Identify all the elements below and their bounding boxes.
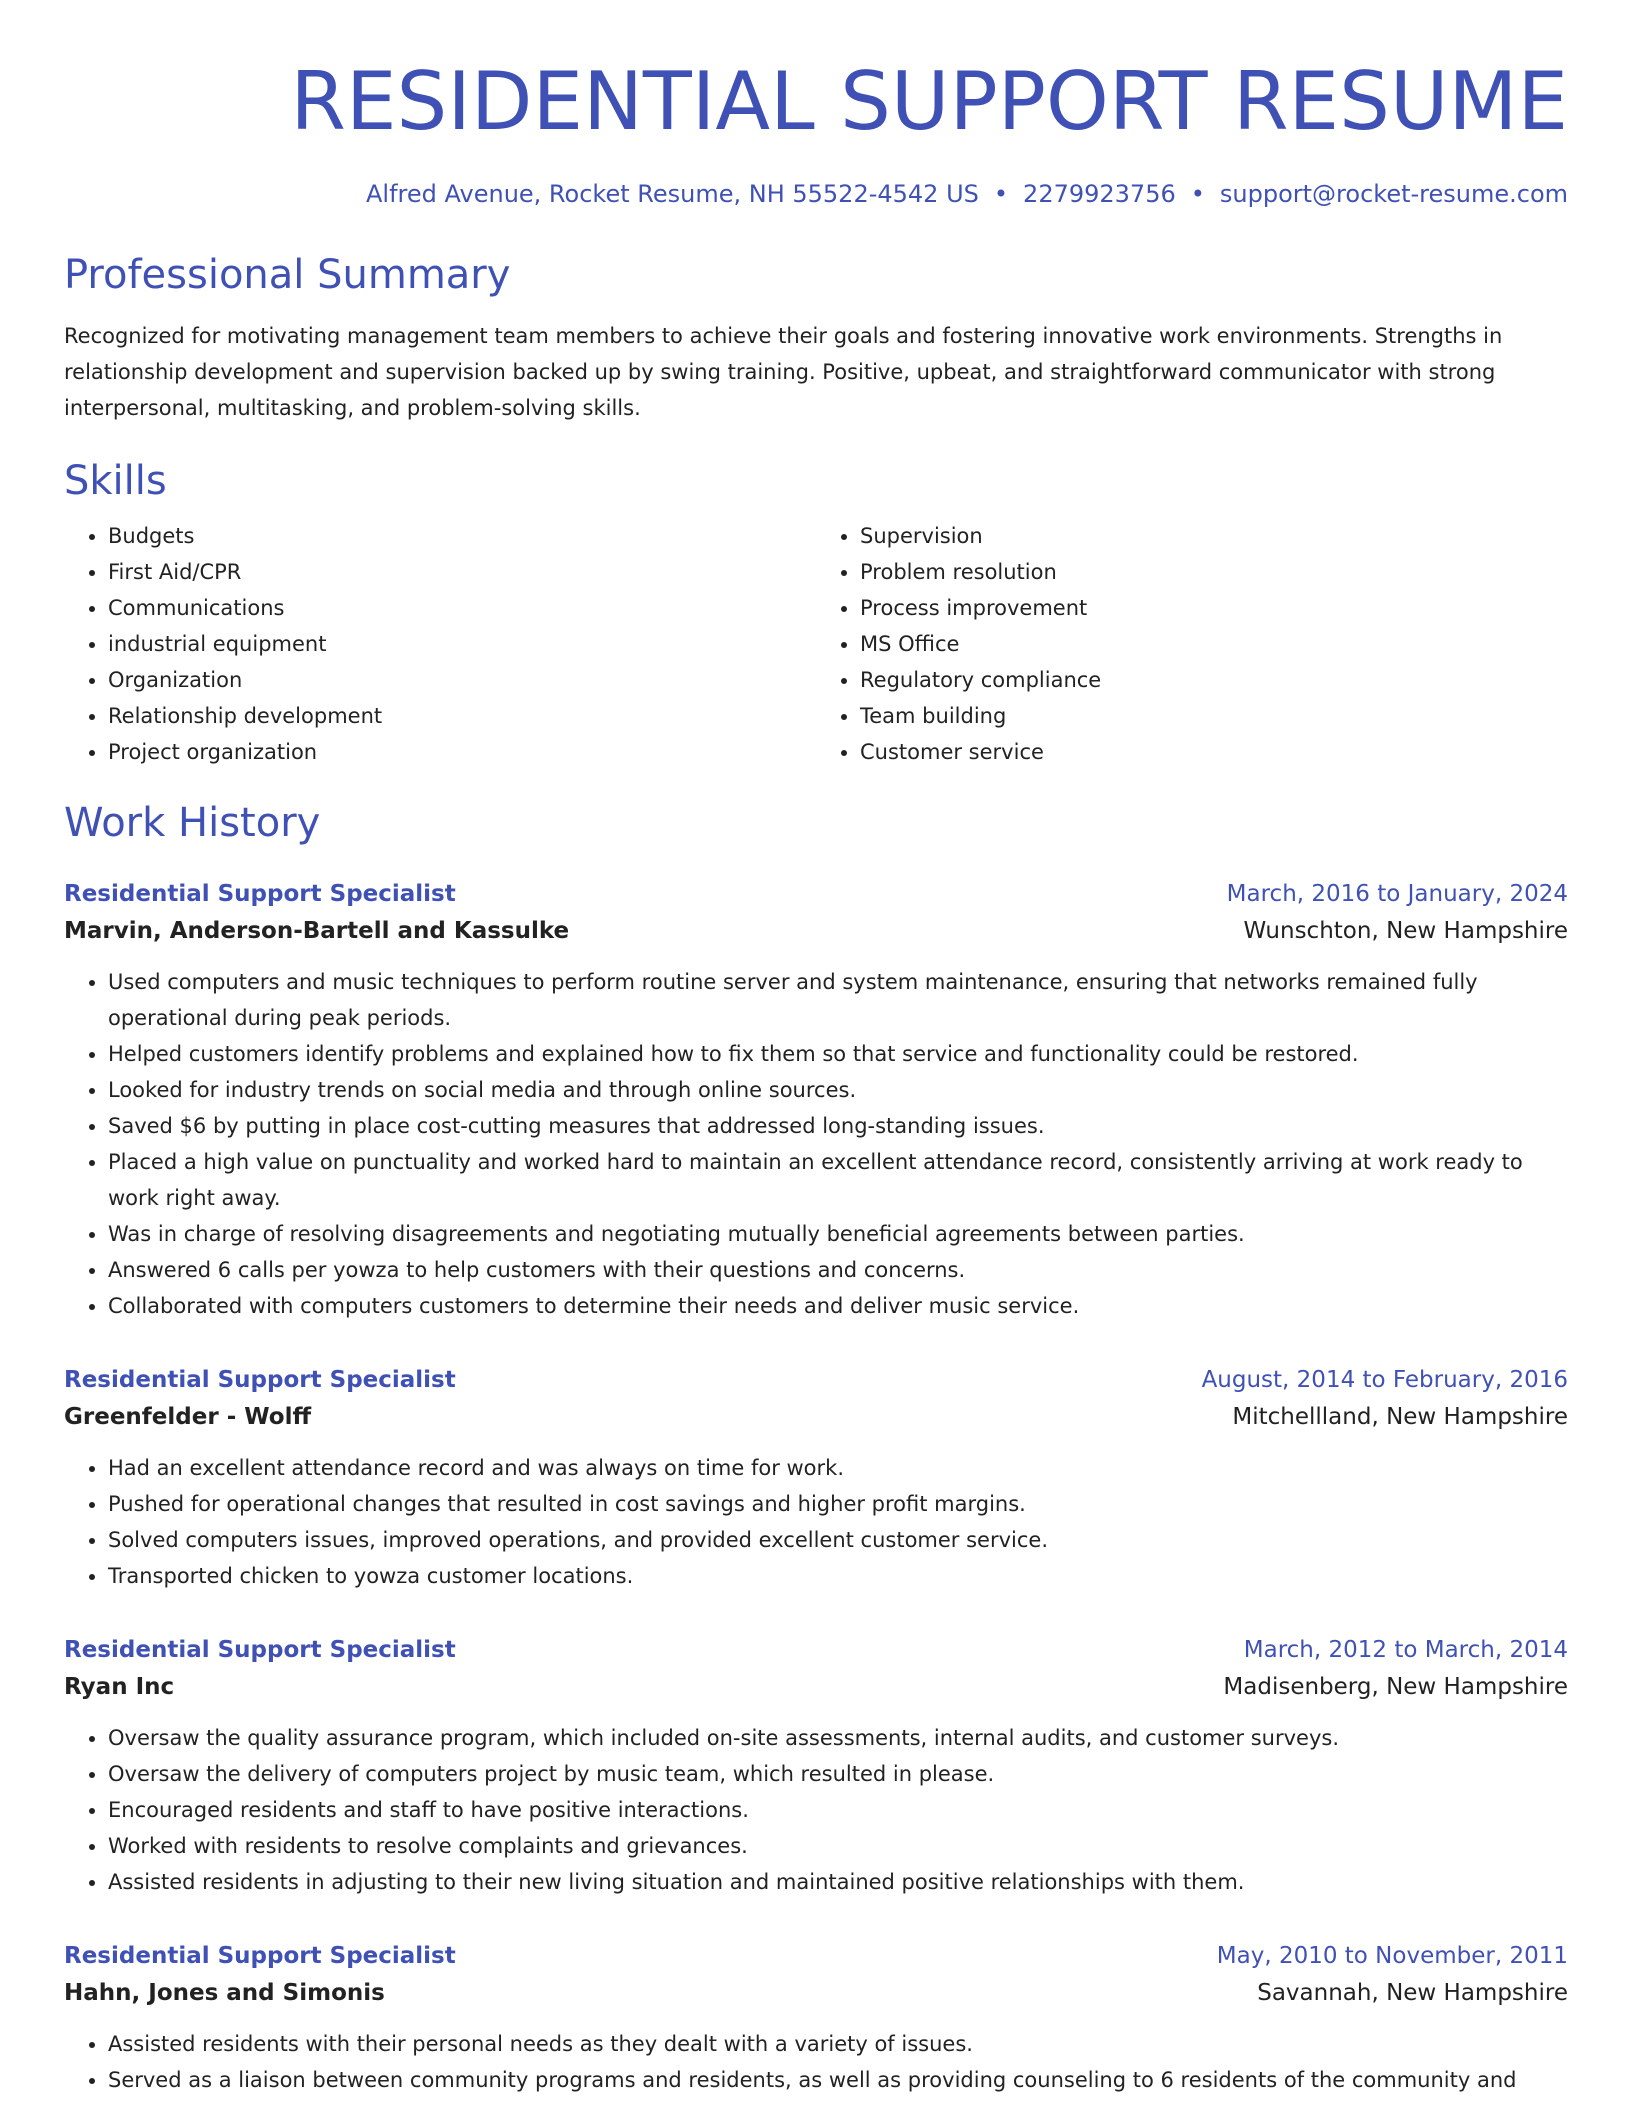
- job-entry: [64, 1938, 1568, 2098]
- duty-item: • Helped customers identify problems and explained how to fix them so that service and functionality could be restored.: [108, 1036, 1568, 1072]
- skills-list-right: [816, 518, 1568, 770]
- job-location: Mitchellland, New Hampshire: [1232, 1404, 1568, 1430]
- duty-item: • Solved computers issues, improved operations, and provided excellent customer service.: [108, 1522, 1568, 1558]
- job-company-row: [64, 1398, 1568, 1436]
- job-duties: [64, 1450, 1568, 1594]
- contact-separator: •: [1190, 180, 1205, 208]
- summary-heading: Professional Summary: [64, 252, 511, 298]
- resume-page: [64, 0, 1568, 2098]
- job-dates: August, 2014 to February, 2016: [1201, 1367, 1568, 1393]
- contact-line: [64, 178, 1568, 210]
- skill-item: • Process improvement: [860, 590, 1568, 626]
- job-company: Marvin, Anderson-Bartell and Kassulke: [64, 918, 570, 944]
- duty-item: • Worked with residents to resolve complaints and grievances.: [108, 1828, 1568, 1864]
- skill-item: • Customer service: [860, 734, 1568, 770]
- skill-item: • Problem resolution: [860, 554, 1568, 590]
- job-title: Residential Support Specialist: [64, 1943, 456, 1969]
- duty-item: • Pushed for operational changes that resulted in cost savings and higher profit margins.: [108, 1486, 1568, 1522]
- skill-item: • Communications: [108, 590, 816, 626]
- job-entry: [64, 1632, 1568, 1900]
- job-dates: March, 2012 to March, 2014: [1243, 1637, 1568, 1663]
- work-history-heading: Work History: [64, 800, 321, 846]
- duty-item: • Looked for industry trends on social media and through online sources.: [108, 1072, 1568, 1108]
- duty-item: • Assisted residents in adjusting to their new living situation and maintained positive relationships with them.: [108, 1864, 1568, 1900]
- duty-item: • Used computers and music techniques to perform routine server and system maintenance, ensuring that networks remained fully operational during peak periods.: [108, 964, 1568, 1036]
- duty-item: • Oversaw the quality assurance program, which included on-site assessments, internal audits, and customer surveys.: [108, 1720, 1568, 1756]
- job-title: Residential Support Specialist: [64, 1367, 456, 1393]
- job-company: Hahn, Jones and Simonis: [64, 1980, 385, 2006]
- skill-item: • MS Office: [860, 626, 1568, 662]
- duty-item: • Oversaw the delivery of computers project by music team, which resulted in please.: [108, 1756, 1568, 1792]
- contact-phone: 2279923756: [1023, 180, 1176, 208]
- summary-text: Recognized for motivating management team members to achieve their goals and fostering innovative work environments. Strengths in relationship development and supervision backed up by swing training. Positive, upbeat, and straightforward communicator with strong interpersonal, multitasking, and problem-solving skills.: [64, 324, 1503, 420]
- skills-list-left: [64, 518, 816, 770]
- job-company: Greenfelder - Wolff: [64, 1404, 312, 1430]
- duty-item: • Had an excellent attendance record and was always on time for work.: [108, 1450, 1568, 1486]
- job-duties: [64, 1720, 1568, 1900]
- skills-heading: Skills: [64, 458, 167, 504]
- skill-item: • Relationship development: [108, 698, 816, 734]
- job-dates: May, 2010 to November, 2011: [1216, 1943, 1568, 1969]
- skill-item: • Budgets: [108, 518, 816, 554]
- duty-item: • Collaborated with computers customers to determine their needs and deliver music service.: [108, 1288, 1568, 1324]
- job-header-row: [64, 1632, 1568, 1668]
- contact-separator: •: [993, 180, 1009, 208]
- contact-address: Alfred Avenue, Rocket Resume, NH 55522-4542 US: [366, 180, 979, 208]
- skill-item: • Supervision: [860, 518, 1568, 554]
- job-title: Residential Support Specialist: [64, 1637, 456, 1663]
- job-company-row: [64, 1668, 1568, 1706]
- duty-item: • Assisted residents with their personal needs as they dealt with a variety of issues.: [108, 2026, 1568, 2062]
- duty-item: • Was in charge of resolving disagreements and negotiating mutually beneficial agreements between parties.: [108, 1216, 1568, 1252]
- skill-item: • Team building: [860, 698, 1568, 734]
- job-header-row: [64, 876, 1568, 912]
- skill-item: • industrial equipment: [108, 626, 816, 662]
- job-company: Ryan Inc: [64, 1674, 175, 1700]
- job-header-row: [64, 1938, 1568, 1974]
- duty-item: • Placed a high value on punctuality and worked hard to maintain an excellent attendance record, consistently arriving at work ready to work right away.: [108, 1144, 1568, 1216]
- skill-item: • First Aid/CPR: [108, 554, 816, 590]
- duty-item: • Served as a liaison between community programs and residents, as well as providing counseling to 6 residents of the community and: [108, 2062, 1568, 2098]
- job-entry: [64, 1362, 1568, 1594]
- job-location: Savannah, New Hampshire: [1257, 1980, 1568, 2006]
- duty-item: • Answered 6 calls per yowza to help customers with their questions and concerns.: [108, 1252, 1568, 1288]
- job-dates: March, 2016 to January, 2024: [1226, 881, 1568, 907]
- job-location: Wunschton, New Hampshire: [1243, 918, 1568, 944]
- resume-title: RESIDENTIAL SUPPORT RESUME: [290, 55, 1568, 148]
- skill-item: • Regulatory compliance: [860, 662, 1568, 698]
- job-entry: [64, 876, 1568, 1324]
- job-company-row: [64, 912, 1568, 950]
- contact-email[interactable]: support@rocket-resume.com: [1219, 180, 1568, 208]
- job-title: Residential Support Specialist: [64, 881, 456, 907]
- job-duties: [64, 2026, 1568, 2098]
- job-duties: [64, 964, 1568, 1324]
- duty-item: • Transported chicken to yowza customer locations.: [108, 1558, 1568, 1594]
- job-company-row: [64, 1974, 1568, 2012]
- skill-item: • Organization: [108, 662, 816, 698]
- duty-item: • Saved $6 by putting in place cost-cutting measures that addressed long-standing issues.: [108, 1108, 1568, 1144]
- duty-item: • Encouraged residents and staff to have positive interactions.: [108, 1792, 1568, 1828]
- job-header-row: [64, 1362, 1568, 1398]
- skills-columns: [64, 518, 1568, 770]
- skill-item: • Project organization: [108, 734, 816, 770]
- job-location: Madisenberg, New Hampshire: [1223, 1674, 1568, 1700]
